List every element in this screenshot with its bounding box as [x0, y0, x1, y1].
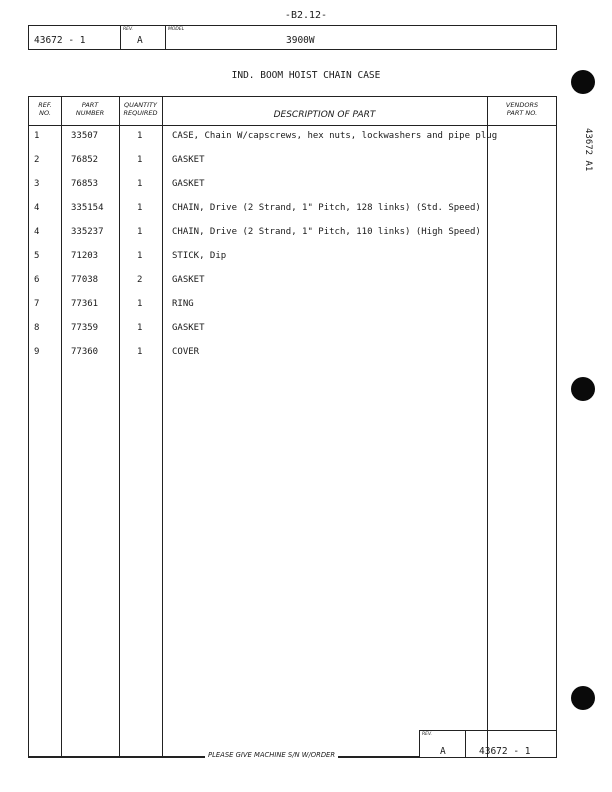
row-part: 77361 — [71, 299, 99, 309]
header-doc-number: 43672 - 1 — [34, 35, 86, 46]
table-row — [29, 323, 556, 347]
col-header-part-line: PART — [81, 101, 99, 109]
header-rule — [29, 125, 556, 126]
row-part: 335154 — [71, 203, 104, 213]
row-part: 76853 — [71, 179, 99, 189]
row-desc: COVER — [172, 347, 200, 357]
row-qty: 1 — [137, 251, 143, 261]
row-desc: CASE, Chain W/capscrews, hex nuts, lockwashers and pipe plug — [172, 131, 498, 141]
footer-doc-number: 43672 - 1 — [479, 746, 531, 757]
footer-divider — [465, 731, 466, 758]
row-qty: 1 — [137, 155, 143, 165]
footer-rev-box — [419, 730, 557, 758]
header-box — [28, 25, 557, 50]
binder-hole-icon — [571, 686, 595, 710]
footer-rev: A — [440, 746, 446, 757]
col-header-desc: DESCRIPTION OF PART — [273, 110, 376, 120]
row-ref: 3 — [34, 179, 40, 189]
table-row — [29, 179, 556, 203]
col-header-qty — [119, 101, 162, 117]
table-row — [29, 227, 556, 251]
page-title: IND. BOOM HOIST CHAIN CASE — [231, 70, 381, 81]
row-desc: CHAIN, Drive (2 Strand, 1" Pitch, 110 links) (High Speed) — [172, 227, 481, 237]
table-row — [29, 347, 556, 371]
binder-hole-icon — [571, 70, 595, 94]
row-qty: 2 — [137, 275, 143, 285]
footer-rev-label: REV. — [422, 732, 432, 737]
row-ref: 9 — [34, 347, 40, 357]
table-row — [29, 299, 556, 323]
row-ref: 2 — [34, 155, 40, 165]
row-desc: GASKET — [172, 323, 205, 333]
row-ref: 4 — [34, 227, 40, 237]
col-header-qty-line: REQUIRED — [123, 109, 158, 117]
row-desc: STICK, Dip — [172, 251, 227, 261]
header-divider — [165, 26, 166, 49]
row-ref: 7 — [34, 299, 40, 309]
col-header-vendor-line: VENDORS — [505, 101, 539, 109]
row-part: 33507 — [71, 131, 99, 141]
table-row — [29, 203, 556, 227]
row-ref: 5 — [34, 251, 40, 261]
row-desc: GASKET — [172, 275, 205, 285]
header-model: 3900W — [286, 35, 315, 46]
row-part: 77038 — [71, 275, 99, 285]
row-part: 77360 — [71, 347, 99, 357]
page-number: -B2.12- — [284, 10, 328, 21]
table-row — [29, 251, 556, 275]
row-ref: 8 — [34, 323, 40, 333]
header-model-label: MODEL — [168, 27, 185, 32]
row-desc: GASKET — [172, 179, 205, 189]
row-part: 335237 — [71, 227, 104, 237]
row-qty: 1 — [137, 227, 143, 237]
col-header-qty-line: QUANTITY — [123, 101, 157, 109]
header-divider — [120, 26, 121, 49]
col-header-vendor-line: PART NO. — [506, 109, 538, 117]
col-header-part — [61, 101, 119, 117]
row-qty: 1 — [137, 323, 143, 333]
col-header-vendor — [487, 101, 557, 117]
col-header-ref-line: REF. — [38, 101, 52, 109]
row-ref: 6 — [34, 275, 40, 285]
footer-note: PLEASE GIVE MACHINE S/N W/ORDER — [205, 751, 338, 759]
col-header-ref — [29, 101, 61, 117]
row-part: 77359 — [71, 323, 99, 333]
table-row — [29, 155, 556, 179]
row-qty: 1 — [137, 179, 143, 189]
row-ref: 1 — [34, 131, 40, 141]
row-part: 76852 — [71, 155, 99, 165]
row-ref: 4 — [34, 203, 40, 213]
parts-table — [28, 96, 557, 758]
row-part: 71203 — [71, 251, 99, 261]
table-row — [29, 131, 556, 155]
row-qty: 1 — [137, 299, 143, 309]
col-header-ref-line: NO. — [39, 109, 51, 117]
header-rev: A — [137, 35, 143, 46]
row-qty: 1 — [137, 347, 143, 357]
header-rev-label: REV. — [123, 27, 133, 32]
row-qty: 1 — [137, 203, 143, 213]
side-label: 43672 A1 — [583, 128, 593, 172]
table-row — [29, 275, 556, 299]
row-desc: RING — [172, 299, 194, 309]
binder-hole-icon — [571, 377, 595, 401]
row-desc: GASKET — [172, 155, 205, 165]
row-desc: CHAIN, Drive (2 Strand, 1" Pitch, 128 links) (Std. Speed) — [172, 203, 481, 213]
row-qty: 1 — [137, 131, 143, 141]
col-header-part-line: NUMBER — [75, 109, 105, 117]
